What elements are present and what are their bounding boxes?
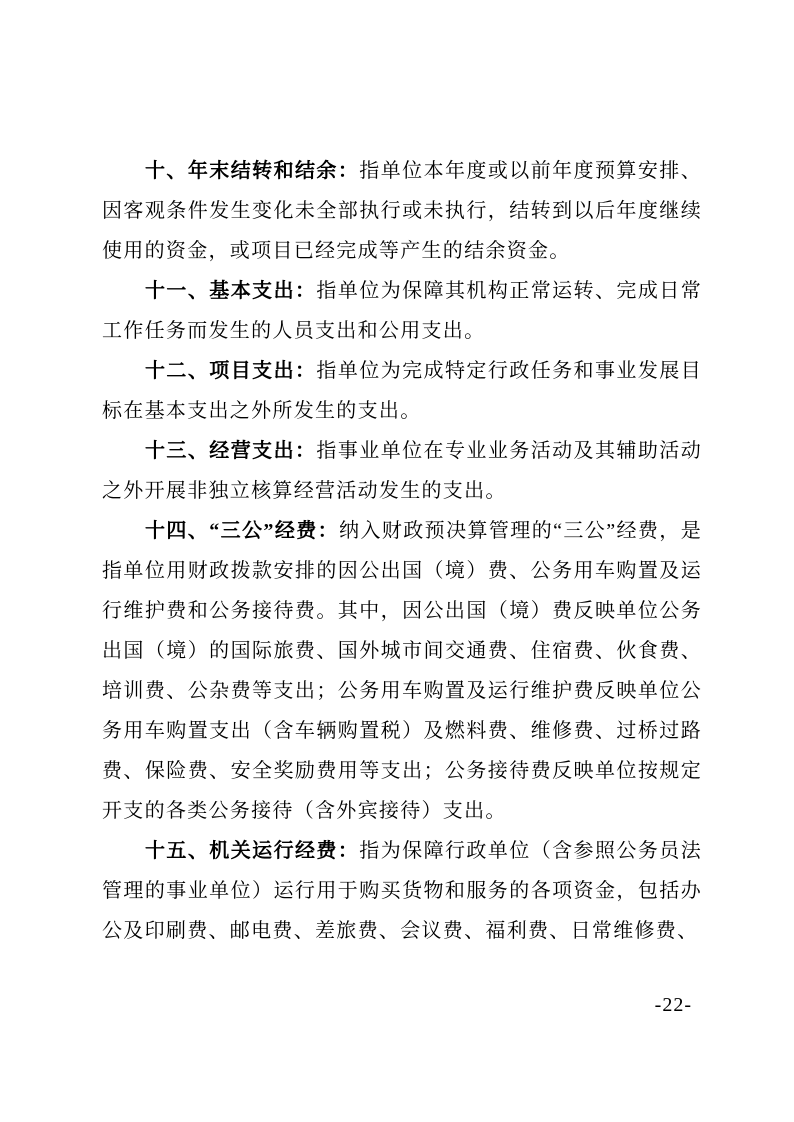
term-heading: 十一、基本支出：	[145, 280, 317, 302]
definition-paragraph	[102, 351, 702, 431]
term-heading: 十、年末结转和结余：	[145, 160, 360, 182]
term-definition: 指单位本年度或以前年度预算安排、因客观条件发生变化未全部执行或未执行，结转到以后年度继续使用的资金，或项目已经完成等产生的结余资金。	[102, 160, 702, 262]
term-definition: 指单位为保障其机构正常运转、完成日常工作任务而发生的人员支出和公用支出。	[102, 280, 702, 342]
document-body	[102, 151, 702, 951]
definition-paragraph	[102, 831, 702, 951]
term-definition: 纳入财政预决算管理的“三公”经费，是指单位用财政拨款安排的因公出国（境）费、公务用车购置及运行维护费和公务接待费。其中，因公出国（境）费反映单位公务出国（境）的国际旅费、国外城市间交通费、住宿费、伙食费、培训费、公杂费等支出；公务用车购置及运行维护费反映单位公务用车购置支出（含车辆购置税）及燃料费、维修费、过桥过路费、保险费、安全奖励费用等支出；公务接待费反映单位按规定开支的各类公务接待（含外宾接待）支出。	[102, 520, 703, 822]
term-definition: 指事业单位在专业业务活动及其辅助活动之外开展非独立核算经营活动发生的支出。	[102, 440, 702, 502]
term-heading: 十五、机关运行经费：	[145, 840, 360, 862]
term-heading: 十三、经营支出：	[145, 440, 317, 462]
term-definition: 指单位为完成特定行政任务和事业发展目标在基本支出之外所发生的支出。	[102, 360, 702, 422]
page-number: -22-	[654, 994, 692, 1016]
definition-paragraph	[102, 511, 702, 831]
term-heading: 十四、“三公”经费：	[145, 520, 340, 542]
term-heading: 十二、项目支出：	[145, 360, 317, 382]
term-definition: 指为保障行政单位（含参照公务员法管理的事业单位）运行用于购买货物和服务的各项资金，包括办公及印刷费、邮电费、差旅费、会议费、福利费、日常维修费、	[102, 840, 702, 942]
definition-paragraph	[102, 151, 702, 271]
definition-paragraph	[102, 271, 702, 351]
definition-paragraph	[102, 431, 702, 511]
